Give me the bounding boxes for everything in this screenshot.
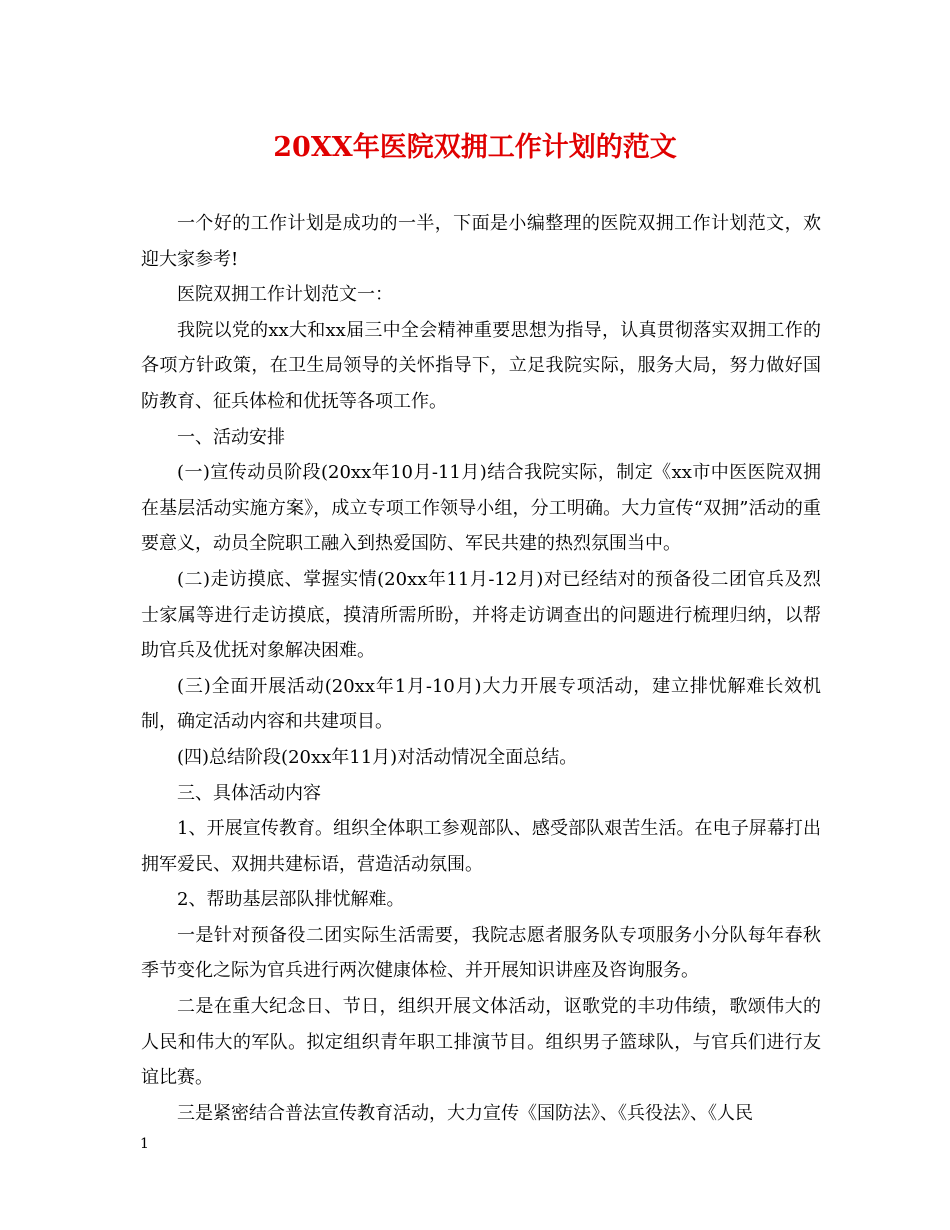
- body-paragraph: (四)总结阶段(20xx年11月)对活动情况全面总结。: [177, 746, 578, 768]
- document-body: [141, 206, 821, 1131]
- body-paragraph: 1、开展宣传教育。组织全体职工参观部队、感受部队艰苦生活。在电子屏幕打出拥军爱民、双拥共建标语，营造活动氛围。: [141, 818, 821, 875]
- section-heading-activity-arrangement: 一、活动安排: [177, 426, 285, 448]
- page-number: 1: [140, 1136, 149, 1152]
- document-title: 20XX年医院双拥工作计划的范文: [273, 132, 677, 163]
- section-heading-sample-one: 医院双拥工作计划范文一：: [177, 284, 393, 306]
- body-paragraph: 二是在重大纪念日、节日，组织开展文体活动，讴歌党的丰功伟绩，歌颂伟大的人民和伟大的军队。拟定组织青年职工排演节目。组织男子篮球队，与官兵们进行友谊比赛。: [141, 996, 821, 1089]
- section-heading-activity-content: 三、具体活动内容: [177, 782, 321, 804]
- body-paragraph: 我院以党的xx大和xx届三中全会精神重要思想为指导，认真贯彻落实双拥工作的各项方针政策，在卫生局领导的关怀指导下，立足我院实际，服务大局，努力做好国防教育、征兵体检和优抚等各项工作。: [141, 319, 821, 412]
- body-paragraph: 一是针对预备役二团实际生活需要，我院志愿者服务队专项服务小分队每年春秋季节变化之际为官兵进行两次健康体检、并开展知识讲座及咨询服务。: [141, 924, 821, 982]
- body-paragraph: (三)全面开展活动(20xx年1月-10月)大力开展专项活动，建立排忧解难长效机制，确定活动内容和共建项目。: [141, 675, 821, 733]
- body-paragraph: 2、帮助基层部队排忧解难。: [177, 889, 405, 911]
- body-paragraph: (二)走访摸底、掌握实情(20xx年11月-12月)对已经结对的预备役二团官兵及烈士家属等进行走访摸底，摸清所需所盼，并将走访调查出的问题进行梳理归纳，以帮助官兵及优抚对象解决困难。: [141, 568, 821, 662]
- body-paragraph: 三是紧密结合普法宣传教育活动，大力宣传《国防法》、《兵役法》、《人民: [177, 1102, 753, 1124]
- body-paragraph: (一)宣传动员阶段(20xx年10月-11月)结合我院实际，制定《xx市中医医院双拥在基层活动实施方案》，成立专项工作领导小组，分工明确。大力宣传“双拥”活动的重要意义，动员全院职工融入到热爱国防、军民共建的热烈氛围当中。: [141, 462, 821, 555]
- intro-paragraph: 一个好的工作计划是成功的一半，下面是小编整理的医院双拥工作计划范文，欢迎大家参考!: [141, 213, 821, 270]
